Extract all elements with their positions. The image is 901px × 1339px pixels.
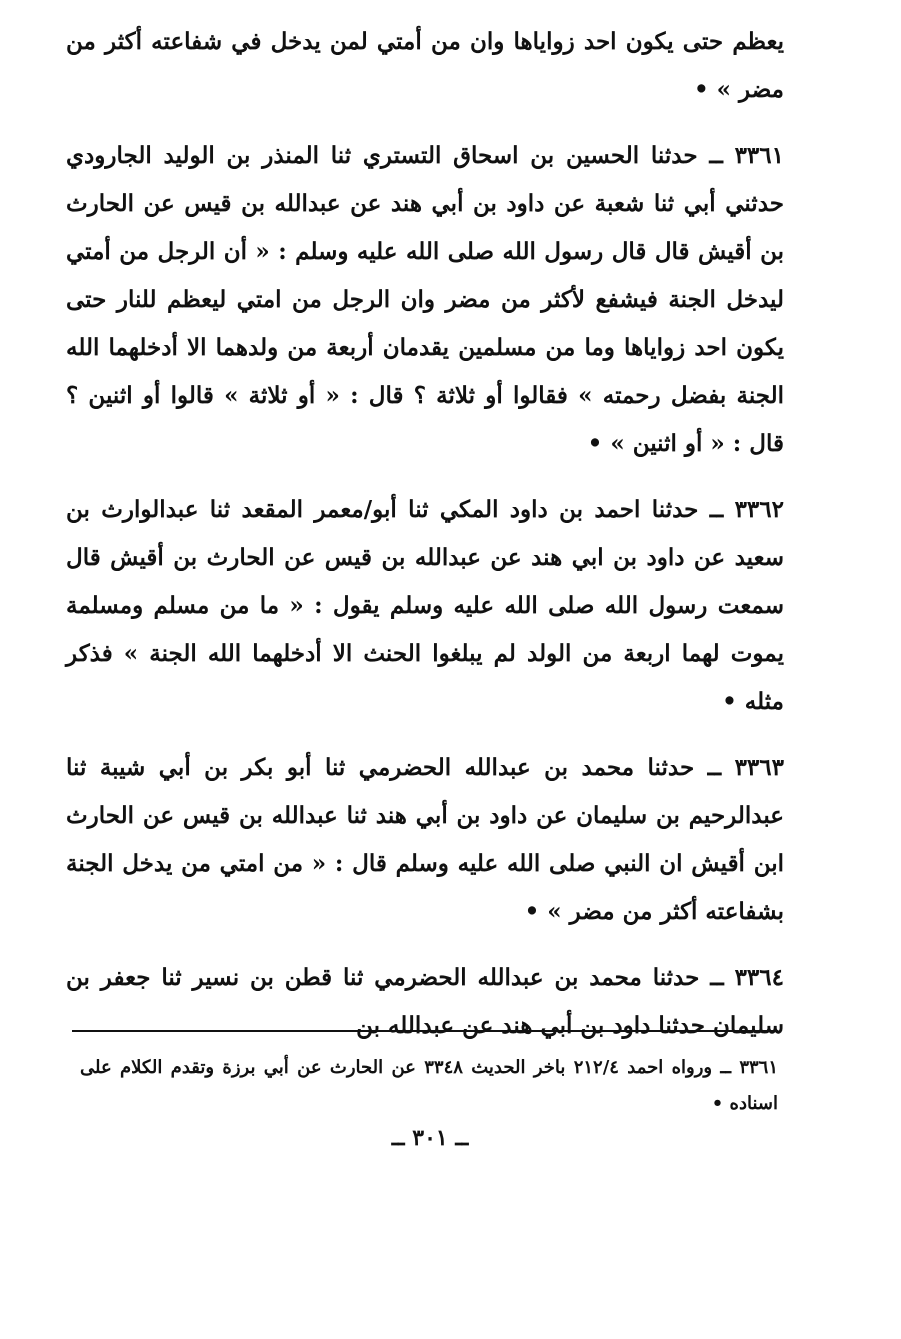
hadith-3363: ٣٣٦٣ ــ حدثنا محمد بن عبدالله الحضرمي ثنا أبو بكر بن أبي شيبة ثنا عبدالرحيم بن سليمان عن داود بن أبي هند ثنا عبدالله بن قيس عن الحارث ابن أقيش ان النبي صلى الله عليه وسلم قال : « من امتي من يدخل الجنة بشفاعته أكثر من مضر » • (66, 754, 784, 925)
footnote-divider (72, 1030, 778, 1032)
footnote: ٣٣٦١ ــ ورواه احمد ٢١٢/٤ باخر الحديث ٣٣٤٨ عن الحارث عن أبي برزة وتقدم الكلام على اسناده • (80, 1057, 778, 1114)
hadith-3362: ٣٣٦٢ ــ حدثنا احمد بن داود المكي ثنا أبو/معمر المقعد ثنا عبدالوارث بن سعيد عن داود بن ابي هند عن عبدالله بن قيس عن الحارث بن أقيش قال سمعت رسول الله صلى الله عليه وسلم يقول : « ما من مسلم ومسلمة يموت لهما اربعة من الولد لم يبلغوا الحنث الا أدخلهما الله الجنة » فذكر مثله • (66, 496, 784, 715)
hadith-3364: ٣٣٦٤ ــ حدثنا محمد بن عبدالله الحضرمي ثنا قطن بن نسير ثنا جعفر بن سليمان حدثنا داود بن أبي هند عن عبدالله بن (66, 964, 784, 1039)
page-number: ــ ٣٠١ ــ (391, 1125, 469, 1151)
main-text (66, 18, 784, 1050)
hadith-3361: ٣٣٦١ ــ حدثنا الحسين بن اسحاق التستري ثنا المنذر بن الوليد الجارودي حدثني أبي ثنا شعبة عن داود بن أبي هند عن عبدالله بن قيس عن الحارث بن أقيش قال قال رسول الله صلى الله عليه وسلم : « أن الرجل من أمتي ليدخل الجنة فيشفع لأكثر من مضر وان الرجل من امتي ليعظم للنار حتى يكون احد زواياها وما من مسلمين يقدمان أربعة من ولدهما الا أدخلهما الله الجنة بفضل رحمته » فقالوا أو ثلاثة ؟ قال : « أو ثلاثة » قالوا أو اثنين ؟ قال : « أو اثنين » • (66, 142, 784, 457)
paragraph-continuation: يعظم حتى يكون احد زواياها وان من أمتي لمن يدخل في شفاعته أكثر من مضر » • (66, 28, 784, 103)
